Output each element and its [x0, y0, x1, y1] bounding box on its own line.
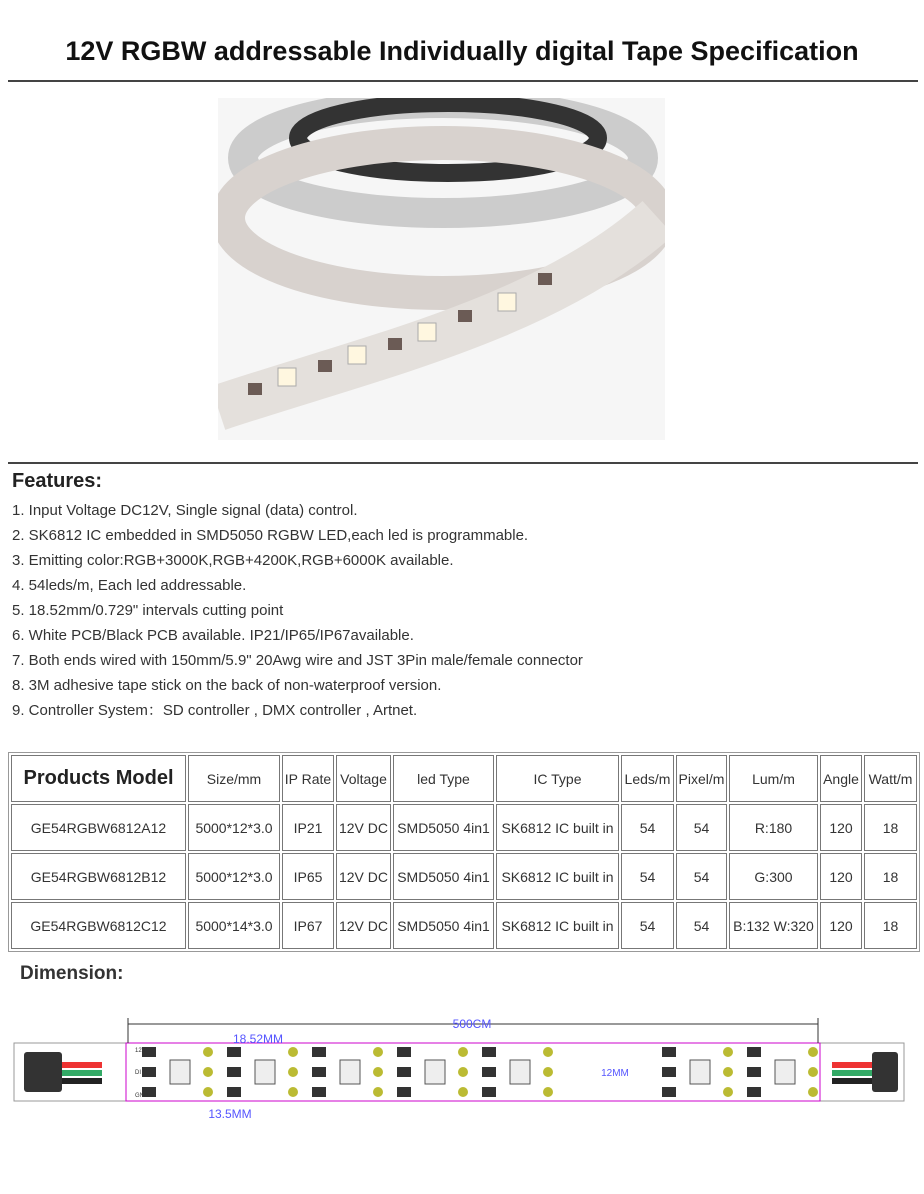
pad-label: DI [135, 1070, 141, 1076]
table-cell: 12V DC [336, 804, 391, 851]
feature-item: 5. 18.52mm/0.729" intervals cutting point [12, 602, 284, 619]
header-cell: Voltage [336, 755, 391, 802]
solder-pad [543, 1087, 553, 1097]
features-list [12, 498, 583, 723]
solder-pad [373, 1067, 383, 1077]
table-cell: SMD5050 4in1 [393, 853, 494, 900]
table-cell: 5000*12*3.0 [188, 804, 280, 851]
header-cell: IP Rate [282, 755, 334, 802]
led-strip-photo [218, 98, 665, 440]
solder-pad [288, 1047, 298, 1057]
dimension-diagram [0, 1010, 924, 1130]
spec-table [8, 752, 920, 952]
table-cell: GE54RGBW6812C12 [11, 902, 186, 949]
header-cell: Lum/m [729, 755, 818, 802]
table-cell: 12V DC [336, 902, 391, 949]
led-chip [690, 1060, 710, 1084]
led-chip [425, 1060, 445, 1084]
resistor [747, 1067, 761, 1077]
led-chip [510, 1060, 530, 1084]
table-cell: SK6812 IC built in [496, 804, 619, 851]
resistor [482, 1087, 496, 1097]
solder-pad [203, 1087, 213, 1097]
length-label: 500CM [452, 1017, 492, 1031]
table-cell: SK6812 IC built in [496, 902, 619, 949]
led-chip [170, 1060, 190, 1084]
solder-pad [723, 1087, 733, 1097]
table-cell: 54 [676, 902, 727, 949]
led-chip [775, 1060, 795, 1084]
divider [8, 462, 918, 464]
table-cell: 120 [820, 804, 862, 851]
solder-pad [458, 1087, 468, 1097]
led-chip [255, 1060, 275, 1084]
solder-pad [203, 1047, 213, 1057]
resistor [227, 1087, 241, 1097]
resistor [397, 1047, 411, 1057]
table-cell: G:300 [729, 853, 818, 900]
divider [8, 80, 918, 82]
resistor [142, 1067, 156, 1077]
header-cell: Pixel/m [676, 755, 727, 802]
resistor [227, 1067, 241, 1077]
table-cell: 120 [820, 853, 862, 900]
solder-pad [458, 1067, 468, 1077]
resistor [227, 1047, 241, 1057]
feature-item: 1. Input Voltage DC12V, Single signal (data) control. [12, 502, 358, 519]
feature-item: 2. SK6812 IC embedded in SMD5050 RGBW LED,each led is programmable. [12, 527, 529, 544]
table-row [11, 902, 917, 949]
solder-pad [543, 1067, 553, 1077]
solder-pad [203, 1067, 213, 1077]
width-label: 12MM [601, 1068, 629, 1079]
led-chip [340, 1060, 360, 1084]
solder-pad [808, 1067, 818, 1077]
pad-label: GND [135, 1093, 149, 1099]
header-cell: Watt/m [864, 755, 917, 802]
table-cell: SMD5050 4in1 [393, 902, 494, 949]
feature-item: 8. 3M adhesive tape stick on the back of non-waterproof version. [12, 677, 442, 694]
table-cell: 18 [864, 853, 917, 900]
feature-item: 3. Emitting color:RGB+3000K,RGB+4200K,RGB+6000K available. [12, 552, 454, 569]
features-heading: Features: [12, 470, 103, 492]
table-cell: 18 [864, 804, 917, 851]
table-cell: SMD5050 4in1 [393, 804, 494, 851]
feature-item: 9. Controller System：SD controller , DMX controller , Artnet. [12, 702, 418, 719]
resistor [747, 1087, 761, 1097]
table-header-row [11, 755, 917, 802]
page-title: 12V RGBW addressable Individually digital Tape Specification [65, 36, 859, 66]
table-row [11, 804, 917, 851]
header-cell: Angle [820, 755, 862, 802]
header-cell: led Type [393, 755, 494, 802]
table-cell: 18 [864, 902, 917, 949]
feature-item: 7. Both ends wired with 150mm/5.9" 20Awg wire and JST 3Pin male/female connector [12, 652, 583, 669]
table-cell: IP67 [282, 902, 334, 949]
table-cell: 54 [621, 902, 674, 949]
resistor [482, 1047, 496, 1057]
solder-pad [543, 1047, 553, 1057]
table-cell: 12V DC [336, 853, 391, 900]
table-cell: 54 [621, 853, 674, 900]
table-cell: 54 [621, 804, 674, 851]
solder-pad [458, 1047, 468, 1057]
resistor [312, 1067, 326, 1077]
table-cell: 5000*14*3.0 [188, 902, 280, 949]
pitch-label: 18.52MM [232, 1032, 284, 1046]
resistor [397, 1087, 411, 1097]
table-cell: SK6812 IC built in [496, 853, 619, 900]
resistor [482, 1067, 496, 1077]
table-cell: B:132 W:320 [729, 902, 818, 949]
resistor [397, 1067, 411, 1077]
solder-pad [808, 1087, 818, 1097]
table-cell: GE54RGBW6812B12 [11, 853, 186, 900]
resistor [662, 1047, 676, 1057]
resistor [662, 1087, 676, 1097]
solder-pad [723, 1047, 733, 1057]
header-cell: IC Type [496, 755, 619, 802]
table-cell: 54 [676, 804, 727, 851]
pad-label: 12V [135, 1048, 146, 1054]
header-cell: Size/mm [188, 755, 280, 802]
solder-pad [288, 1067, 298, 1077]
resistor [312, 1087, 326, 1097]
solder-pad [723, 1067, 733, 1077]
table-cell: IP65 [282, 853, 334, 900]
table-cell: IP21 [282, 804, 334, 851]
header-cell: Leds/m [621, 755, 674, 802]
solder-pad [373, 1047, 383, 1057]
solder-pad [288, 1087, 298, 1097]
table-cell: 120 [820, 902, 862, 949]
table-cell: R:180 [729, 804, 818, 851]
spacing-label: 13.5MM [208, 1107, 252, 1121]
table-cell: 5000*12*3.0 [188, 853, 280, 900]
solder-pad [808, 1047, 818, 1057]
table-cell: 54 [676, 853, 727, 900]
resistor [662, 1067, 676, 1077]
table-row [11, 853, 917, 900]
table-cell: GE54RGBW6812A12 [11, 804, 186, 851]
solder-pad [373, 1087, 383, 1097]
feature-item: 6. White PCB/Black PCB available. IP21/IP65/IP67available. [12, 627, 414, 644]
resistor [312, 1047, 326, 1057]
dimension-heading: Dimension: [20, 963, 124, 984]
resistor [747, 1047, 761, 1057]
header-cell: Products Model [11, 755, 186, 802]
feature-item: 4. 54leds/m, Each led addressable. [12, 577, 247, 594]
